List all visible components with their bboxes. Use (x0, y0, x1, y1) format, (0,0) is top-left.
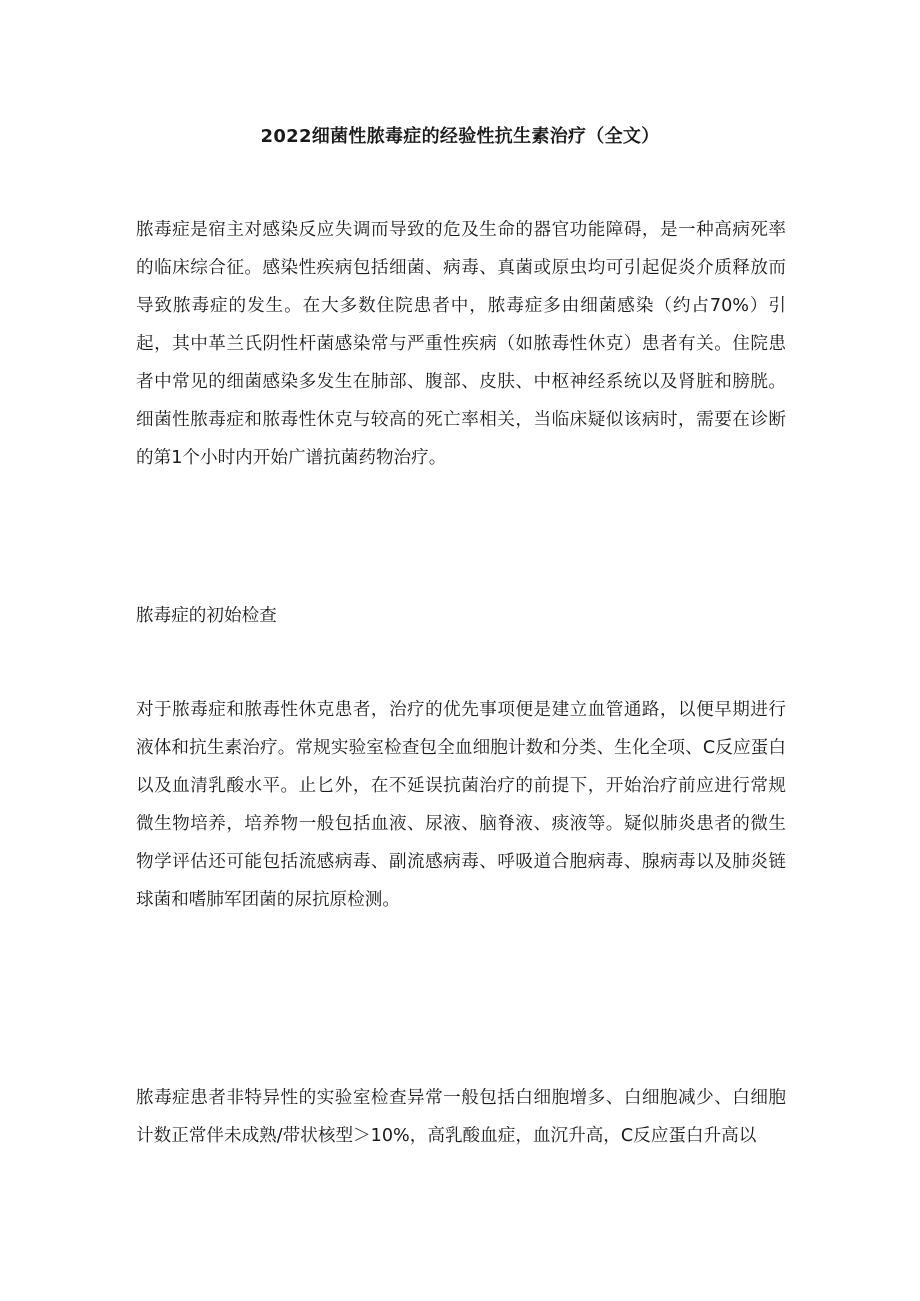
section-heading: 脓毒症的初始检查 (136, 606, 277, 626)
paragraph-lab-findings: 脓毒症患者非特异性的实验室检查异常一般包括白细胞增多、白细胞减少、白细胞计数正常伴未成熟/带状核型＞10%，高乳酸血症，血沉升高，C反应蛋白升高以 (136, 1088, 786, 1146)
paragraph-initial-exam: 对于脓毒症和脓毒性休克患者，治疗的优先事项便是建立血管通路，以便早期进行液体和抗生素治疗。常规实验室检查包全血细胞计数和分类、生化全项、C反应蛋白以及血清乳酸水平。止匕外，在不延误抗菌治疗的前提下，开始治疗前应进行常规微生物培养，培养物一般包括血液、尿液、脑脊液、痰液等。疑似肺炎患者的微生物学评估还可能包括流感病毒、副流感病毒、呼吸道合胞病毒、腺病毒以及肺炎链球菌和嗜肺军团菌的尿抗原检测。 (136, 700, 786, 910)
paragraph-intro: 脓毒症是宿主对感染反应失调而导致的危及生命的器官功能障碍，是一种高病死率的临床综合征。感染性疾病包括细菌、病毒、真菌或原虫均可引起促炎介质释放而导致脓毒症的发生。在大多数住院患者中，脓毒症多由细菌感染（约占70%）引起，其中革兰氏阴性杆菌感染常与严重性疾病（如脓毒性休克）患者有关。住院患者中常见的细菌感染多发生在肺部、腹部、皮肤、中枢神经系统以及肾脏和膀胱。细菌性脓毒症和脓毒性休克与较高的死亡率相关，当临床疑似该病时，需要在诊断的第1个小时内开始广谱抗菌药物治疗。 (136, 220, 786, 468)
document-title: 2022细菌性脓毒症的经验性抗生素治疗（全文） (260, 126, 660, 147)
